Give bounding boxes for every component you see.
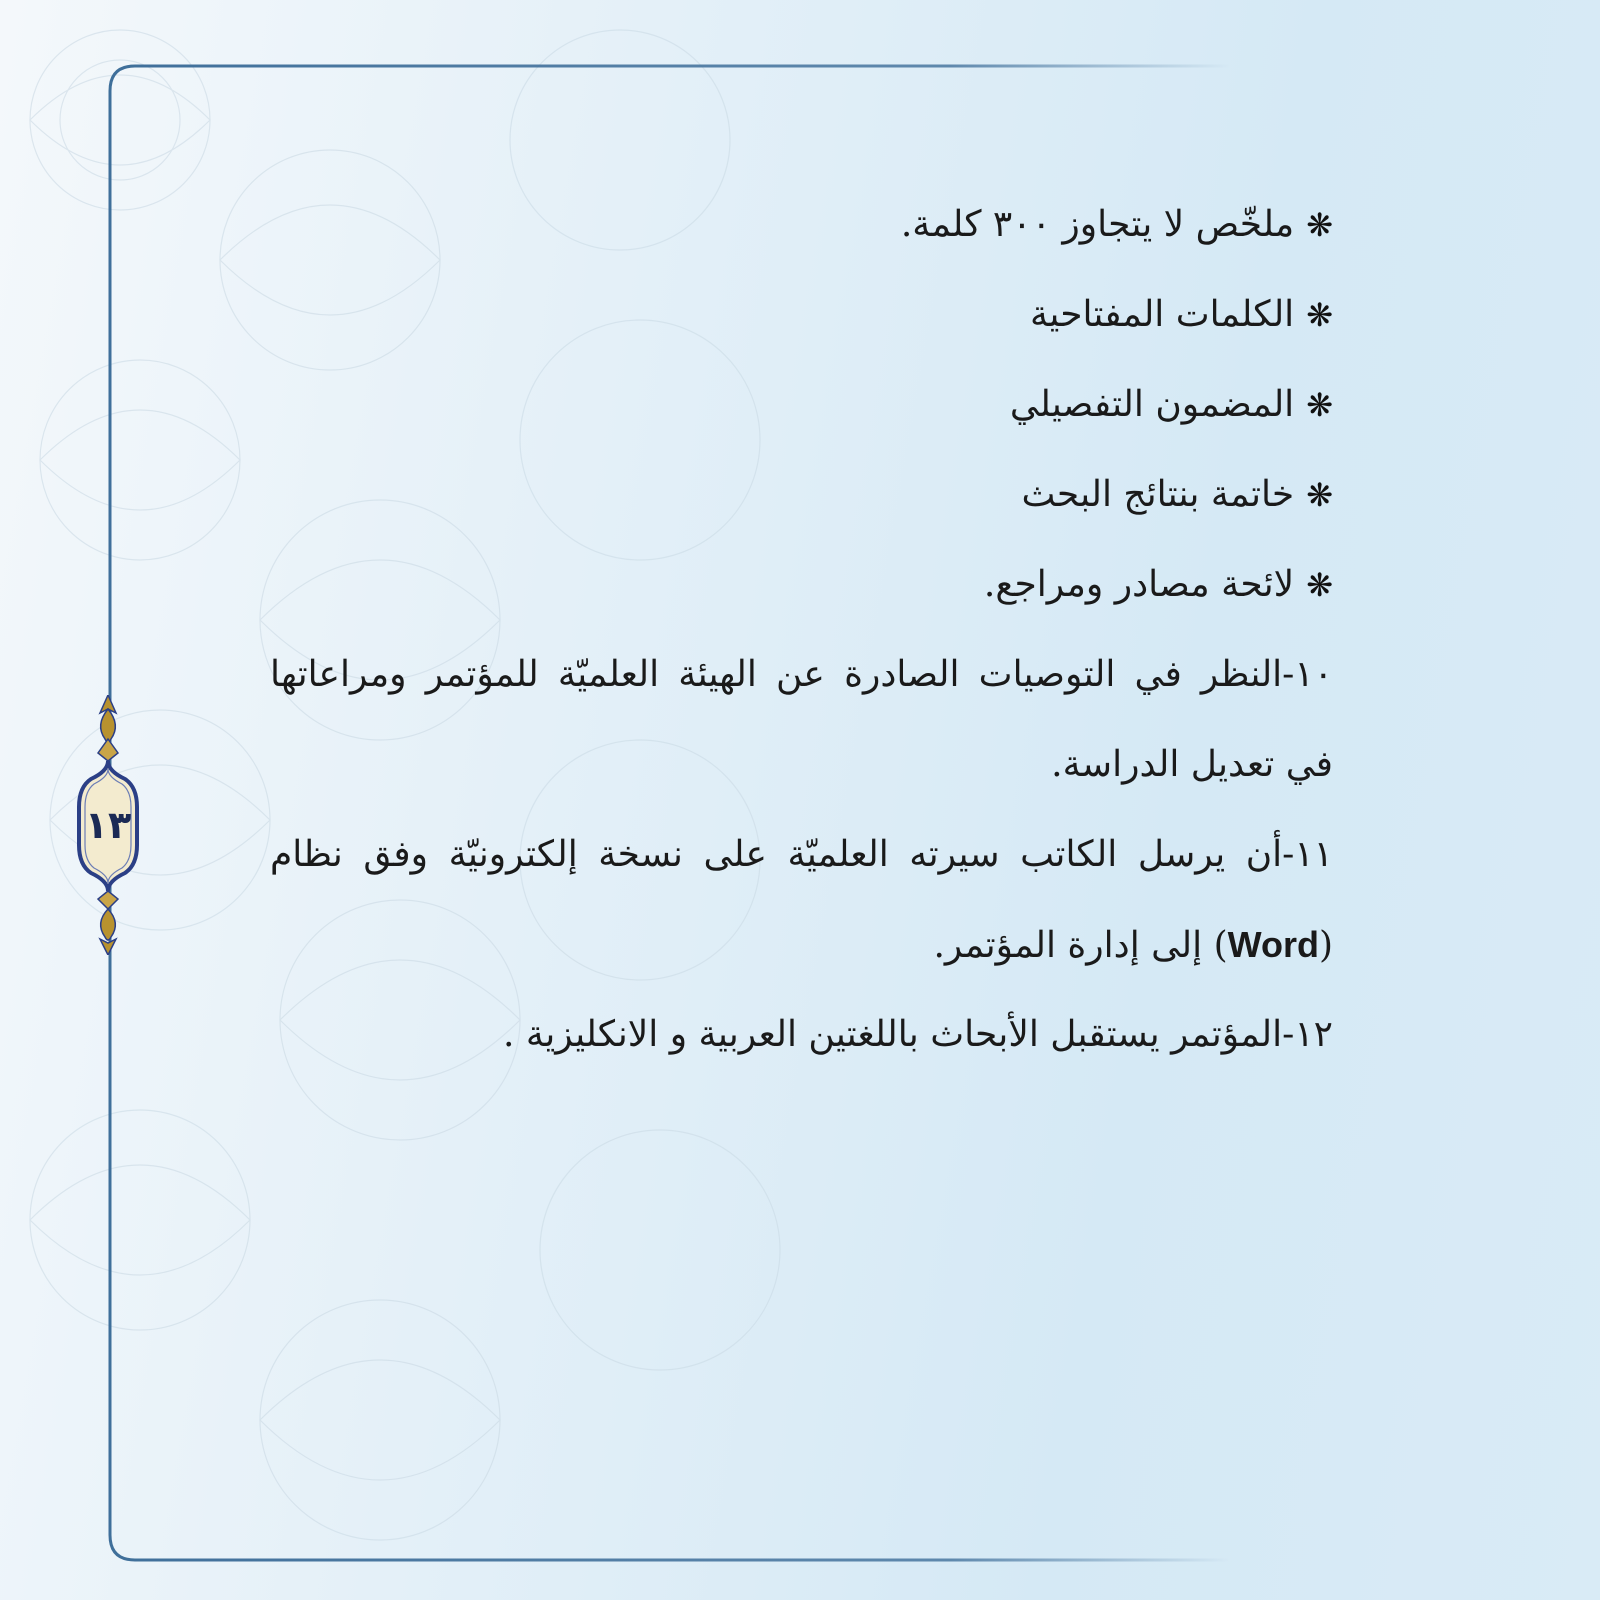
page-number: ١٣ (84, 803, 132, 847)
bullet-star-icon: ❋ (1306, 206, 1333, 244)
numbered-item-11-line2-text: ) إلى إدارة المؤتمر. (933, 925, 1228, 966)
page-number-badge (73, 695, 143, 955)
paren-open: ( (1318, 925, 1333, 966)
numbered-item-12-line1: ١٢-المؤتمر يستقبل الأبحاث باللغتين العربية و الانكليزية . (503, 1014, 1333, 1055)
bullet-star-icon: ❋ (1306, 386, 1333, 424)
word-software-name: Word (1227, 924, 1319, 965)
bullet-text: لائحة مصادر ومراجع. (983, 564, 1295, 605)
bullet-item-abstract (270, 180, 1333, 270)
bullet-text: المضمون التفصيلي (1009, 384, 1295, 425)
bullet-item-conclusion (270, 450, 1333, 540)
numbered-item-11-line2 (270, 900, 1333, 990)
bullet-text: خاتمة بنتائج البحث (1021, 474, 1295, 515)
bullet-star-icon: ❋ (1306, 566, 1333, 604)
numbered-item-11-line1: ١١-أن يرسل الكاتب سيرته العلميّة على نسخة إلكترونيّة وفق نظام (270, 834, 1333, 875)
bullet-item-keywords (270, 270, 1333, 360)
page-content (270, 180, 1333, 1080)
numbered-item-10-line1: ١٠-النظر في التوصيات الصادرة عن الهيئة العلميّة للمؤتمر ومراعاتها (270, 654, 1333, 695)
bullet-star-icon: ❋ (1306, 476, 1333, 514)
bullet-text: ملخّص لا يتجاوز ٣٠٠ كلمة. (900, 204, 1295, 245)
numbered-item-10-line2: في تعديل الدراسة. (1051, 744, 1333, 785)
bullet-text: الكلمات المفتاحية (1030, 294, 1295, 335)
bullet-star-icon: ❋ (1306, 296, 1333, 334)
bullet-item-references (270, 540, 1333, 630)
bullet-item-detailed-content (270, 360, 1333, 450)
